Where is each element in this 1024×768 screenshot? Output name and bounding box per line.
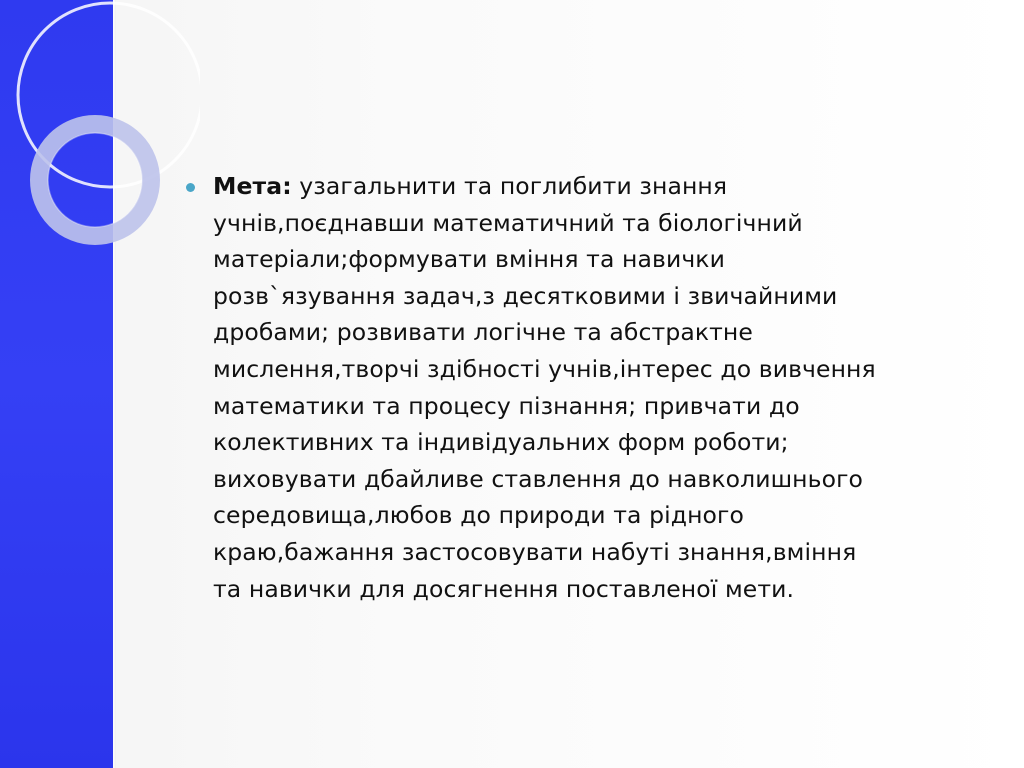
slide-content — [186, 168, 986, 607]
bullet-dot-icon — [186, 183, 195, 192]
text-line-9: виховувати дбайливе ставлення до навколишнього — [213, 464, 864, 493]
text-line-3: матеріали;формувати вміння та навички — [213, 245, 725, 274]
lead-label: Мета: — [213, 172, 292, 200]
text-line-6: мислення,творчі здібності учнів,інтерес до вивчення — [213, 354, 876, 383]
text-line-5: дробами; розвивати логічне та абстрактне — [213, 318, 753, 347]
text-line-7: математики та процесу пізнання; привчати до — [213, 391, 800, 420]
bullet-text — [213, 168, 876, 607]
text-line-2: учнів,поєднавши математичний та біологічний — [213, 208, 803, 237]
text-line-8: колективних та індивідуальних форм роботи; — [213, 428, 789, 457]
text-line-10: середовища,любов до природи та рідного — [213, 501, 744, 530]
decorative-rings — [0, 0, 200, 320]
small-ring — [39, 124, 151, 236]
small-ring-inner — [48, 133, 142, 227]
text-line-12: та навички для досягнення поставленої мети. — [213, 574, 795, 603]
text-line-11: краю,бажання застосовувати набуті знання,вміння — [213, 537, 857, 566]
text-line-1 — [213, 168, 876, 205]
text-line-1-rest: узагальнити та поглибити знання — [291, 172, 728, 200]
bullet-item — [186, 168, 986, 607]
text-line-4: розв`язування задач,з десятковими і звичайними — [213, 281, 838, 310]
